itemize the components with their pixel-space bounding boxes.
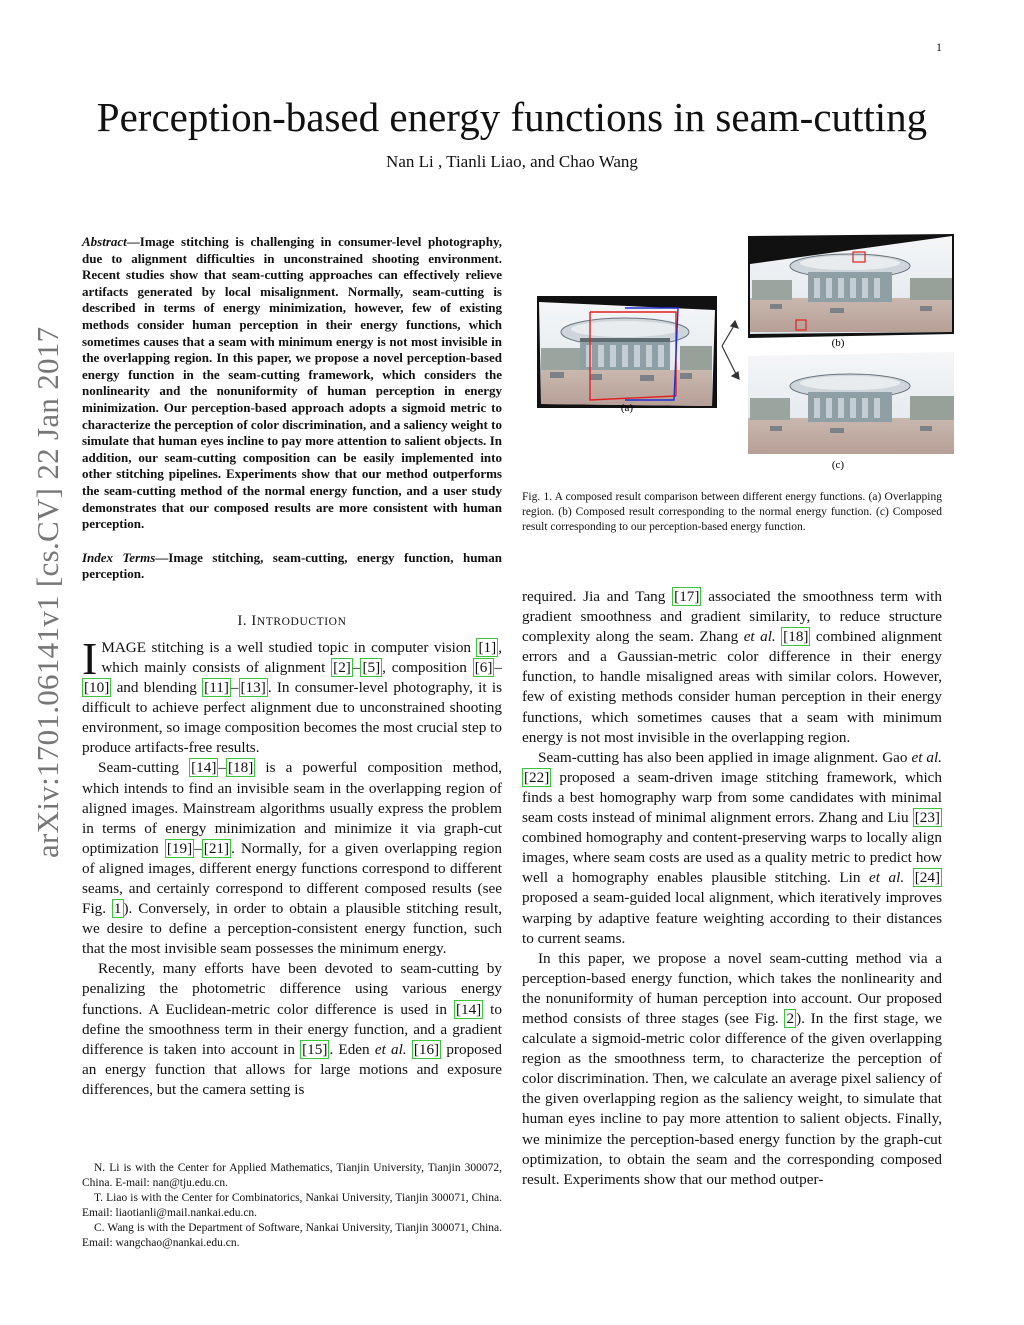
arxiv-identifier[interactable]: arXiv:1701.06141v1 [cs.CV] 22 Jan 2017 <box>30 326 65 858</box>
left-column <box>82 234 502 1100</box>
text: required. Jia and Tang <box>522 588 673 605</box>
text: ). Conversely, in order to obtain a plausible stitching result, we desire to define a perception-consistent energy function, such that the most invisible seam possesses the minimum energy. <box>82 900 502 958</box>
text: combined homography and content-preserving warps to locally align images, where seam costs are used as a quality metric to predict how well a homography enables plausible stitching. Lin <box>522 829 942 887</box>
citation-link[interactable]: [11] <box>204 679 229 697</box>
citation-link[interactable]: [14] <box>455 1000 482 1018</box>
index-terms <box>82 550 502 583</box>
citation-link[interactable]: [18] <box>783 628 809 646</box>
text: proposed a seam-guided local alignment, which iteratively improves warping by adaptive feature weighting according to their distances to current seams. <box>522 889 942 947</box>
text: combined alignment errors and a Gaussian-metric color difference in their energy function, to handle misaligned areas with similar colors. However, few of existing methods consider human perception in their energy functions, which sometimes causes that a seam with minimum energy is not most invisible in the overlapping region. <box>522 628 943 746</box>
citation-link[interactable]: [10] <box>84 679 110 697</box>
text: , composition <box>382 658 473 676</box>
abstract-label: Abstract <box>82 234 127 249</box>
text: and blending <box>111 679 203 697</box>
figure-1a-label: (a) <box>620 402 634 414</box>
text: Seam-cutting <box>98 759 190 777</box>
index-terms-label: Index Terms <box>82 549 156 565</box>
text-italic: et al. <box>743 628 776 646</box>
text: ). In the first stage, we calculate a sigmoid-metric color difference of the given overlapping region as the smoothness term, to characterize the perception of color discrimination. Then, we calculate an average pixel saliency of the given overlapping region as the saliency weight, to simulate that human eyes incline to pay more attention to salient objects. Finally, we minimize the perception-based energy function by the graph-cut optimization, to obtain the seam and the corresponding composed result. Experiments show that our method outper- <box>522 1009 942 1188</box>
text: – <box>194 839 202 857</box>
citation-link[interactable]: [13] <box>240 679 266 697</box>
figure-1b-normal-energy-result <box>748 234 954 338</box>
citation-link[interactable]: [5] <box>362 658 381 676</box>
text: . Eden <box>329 1040 375 1058</box>
text-italic: et al. <box>869 869 905 887</box>
citation-link[interactable]: [1] <box>478 638 497 656</box>
paper-title: Perception-based energy functions in seam-cutting <box>96 94 928 140</box>
citation-link[interactable]: [16] <box>413 1040 440 1058</box>
section-heading-introduction <box>82 613 502 630</box>
citation-link[interactable]: [2] <box>333 658 351 676</box>
intro-paragraph-2 <box>82 758 502 959</box>
text: MAGE stitching is a well studied topic in computer vision <box>101 638 477 656</box>
text: Recently, many efforts have been devoted to seam-cutting by penalizing the photometric difference using various energy functions. A Euclidean-metric color difference is used in <box>82 960 502 1018</box>
text-italic: et al. <box>911 748 942 766</box>
footnote: C. Wang is with the Department of Software, Nankai University, Tianjin 300071, China. Email: wangchao@nankai.edu.cn. <box>82 1222 502 1250</box>
text-italic: et al. <box>374 1040 407 1058</box>
citation-link[interactable]: [6] <box>474 658 493 676</box>
figure-link[interactable]: 1 <box>113 900 122 918</box>
citation-link[interactable]: [18] <box>228 759 254 777</box>
right-paragraph-1 <box>522 587 942 748</box>
page-number: 1 <box>936 40 942 54</box>
text: Seam-cutting has also been applied in image alignment. Gao <box>538 748 912 766</box>
figure-1-caption: Fig. 1. A composed result comparison between different energy functions. (a) Overlapping region. (b) Composed result corresponding to the normal energy function. (c) Composed result corresponding to our perception-based energy function. <box>522 491 942 534</box>
text: . In consumer-level photography, it is difficult to achieve perfect alignment due to unconstrained shooting environment, so image composition becomes the most crucial step to produce artifacts-free results. <box>82 679 502 757</box>
citation-link[interactable]: [15] <box>302 1040 328 1058</box>
arrow-icon <box>722 321 739 379</box>
section-initial: I <box>251 612 257 629</box>
intro-paragraph-3 <box>82 959 502 1100</box>
citation-link[interactable]: [23] <box>914 809 940 827</box>
citation-link[interactable]: [24] <box>914 869 941 887</box>
citation-link[interactable]: [21] <box>203 839 230 857</box>
footnote: T. Liao is with the Center for Combinatorics, Nankai University, Tianjin 300071, China. Email: liaotianli@mail.nankai.edu.cn. <box>82 1192 502 1220</box>
citation-link[interactable]: [22] <box>524 768 550 786</box>
text <box>904 869 913 886</box>
drop-cap: I <box>82 632 98 684</box>
abstract <box>82 234 502 533</box>
author-list: Nan Li , Tianli Liao, and Chao Wang <box>386 152 638 171</box>
citation-link[interactable]: [17] <box>674 588 700 605</box>
intro-paragraph-1 <box>82 632 502 759</box>
abstract-text: —Image stitching is challenging in consumer-level photography, due to alignment difficulties in unconstrained shooting environment. Recent studies show that seam-cutting approaches can effectively relieve artifacts generated by local misalignment. Normally, seam-cutting is described in terms of energy minimization, however, few of existing methods consider human perception in their energy functions, which sometimes causes that a seam with minimum energy is not most invisible in the overlapping region. In this paper, we propose a novel perception-based energy function in the seam-cutting framework, which considers the nonlinearity and the nonuniformity of human perception in energy minimization. Our perception-based approach adopts a sigmoid metric to characterize the perception of color discrimination, and a saliency weight to simulate that human eyes incline to pay more attention to salient objects. In addition, our seam-cutting composition can be easily implemented into other stitching pipelines. Experiments show that our method outperforms the seam-cutting method of the normal energy function, and a user study demonstrates that our composed results are more consistent with human perception. <box>82 234 502 532</box>
section-title-rest: NTRODUCTION <box>256 615 347 628</box>
text: associated the smoothness term with gradient smoothness and gradient similarity, to reduce structure complexity along the seam. Zhang <box>522 588 942 646</box>
section-number: I. <box>237 612 248 629</box>
right-paragraph-3 <box>522 949 942 1190</box>
text: proposed a seam-driven image stitching framework, which finds a best homography warp from some candidates with minimal seam costs instead of minimal alignment errors. Zhang and Liu <box>522 768 942 827</box>
figure-1c-perception-energy-result <box>748 352 954 454</box>
text: , which mainly consists of alignment <box>101 638 502 676</box>
citation-link[interactable]: [19] <box>166 839 193 857</box>
footnote: N. Li is with the Center for Applied Mathematics, Tianjin University, Tianjin 300072, China. E-mail: nan@tju.edu.cn. <box>82 1162 502 1190</box>
author-footnotes <box>82 1161 502 1252</box>
text: is a powerful composition method, which intends to find an invisible seam in the overlapping region of aligned images. Mainstream algorithms usually express the problem in terms of energy minimization and minimize it via graph-cut optimization <box>82 759 502 857</box>
right-column <box>522 587 942 1190</box>
figure-link[interactable]: 2 <box>786 1009 795 1027</box>
text: to define the smoothness term in their energy function, and a gradient difference is taken into account in <box>82 1000 502 1058</box>
text: . Normally, for a given overlapping region of aligned images, different energy functions correspond to different seams, and certainly correspond to different composed results (see Fig. <box>82 839 502 918</box>
figure-1a-overlap-image <box>537 296 717 408</box>
figure-1 <box>530 228 960 478</box>
intro-body <box>82 632 502 1100</box>
right-paragraph-2 <box>522 748 942 949</box>
text: – <box>218 759 226 777</box>
figure-1c-label: (c) <box>831 459 845 471</box>
text: In this paper, we propose a novel seam-cutting method via a perception-based energy function, which takes the nonlinearity and the nonuniformity of human perception into account. Our proposed method consists of three stages (see Fig. <box>522 949 942 1027</box>
index-terms-text: —Image stitching, seam-cutting, energy function, human perception. <box>82 549 502 582</box>
text: – <box>230 679 239 697</box>
citation-link[interactable]: [14] <box>191 759 217 777</box>
text: – <box>494 658 502 676</box>
text: proposed an energy function that allows for large motions and exposure differences, but the camera setting is <box>82 1040 502 1098</box>
text: – <box>352 658 361 676</box>
figure-1b-label: (b) <box>831 337 845 349</box>
